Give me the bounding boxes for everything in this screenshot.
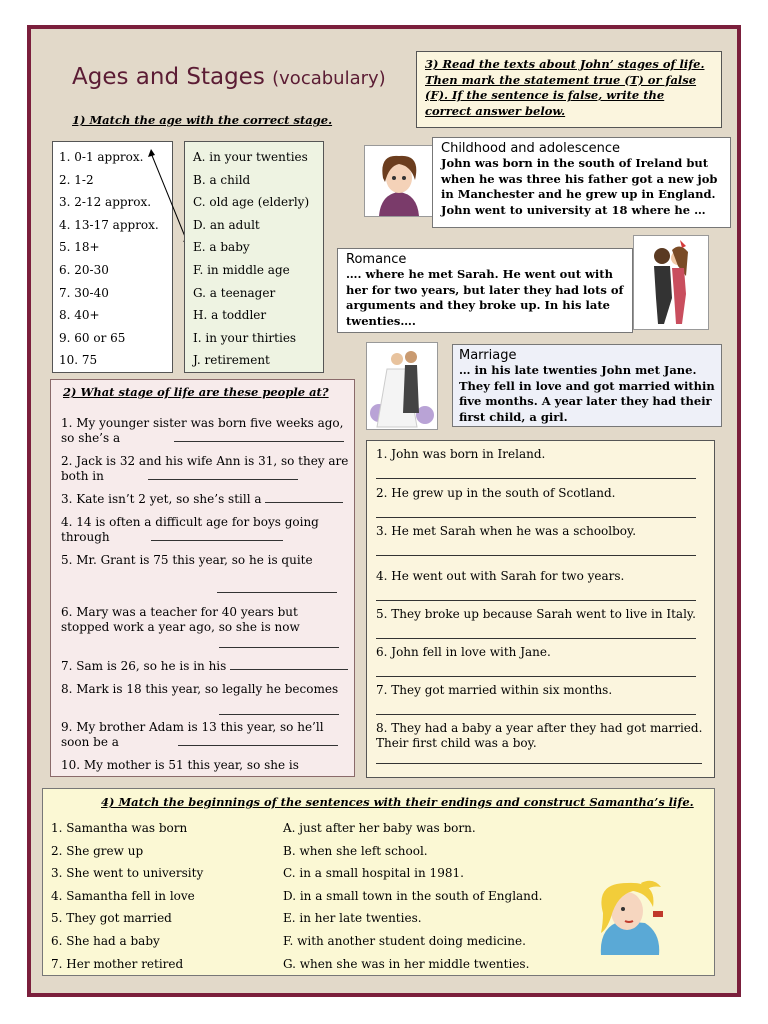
romance-title: Romance: [346, 252, 407, 267]
statement-4: 4. He went out with Sarah for two years.: [376, 569, 696, 605]
statement-2: 2. He grew up in the south of Scotland.: [376, 486, 696, 522]
title-main: Ages and Stages: [72, 64, 265, 90]
age-item: 1. 0-1 approx.: [59, 150, 144, 164]
stage-item: A. in your twenties: [193, 150, 308, 164]
age-item: 10. 75: [59, 353, 98, 368]
answer-line[interactable]: [376, 753, 702, 764]
stages-box: [184, 141, 324, 373]
stage-item: J. retirement: [193, 353, 270, 368]
stage-item: G. a teenager: [193, 285, 276, 300]
age-item: 2. 1-2: [59, 172, 94, 187]
stage-item: C. old age (elderly): [193, 195, 310, 210]
question-6: 6. Mary was a teacher for 40 years but stopped work a year ago, so she is now: [61, 605, 339, 652]
title-sub: (vocabulary): [272, 68, 386, 89]
question-5: 5. Mr. Grant is 75 this year, so he is quite: [61, 553, 337, 597]
stage-item: H. a toddler: [193, 308, 267, 323]
age-item: 5. 18+: [59, 240, 100, 255]
childhood-textbox: [432, 137, 731, 228]
couple-picture: [633, 235, 709, 330]
statement-8: 8. They had a baby a year after they had got married. Their first child was a boy.: [376, 721, 702, 768]
stage-item: I. in your thirties: [193, 330, 297, 345]
question-9: 9. My brother Adam is 13 this year, so he’ll soon be a: [61, 720, 338, 750]
beginning-item: 3. She went to university: [51, 866, 204, 881]
answer-line[interactable]: [219, 637, 339, 648]
beginning-item: 2. She grew up: [51, 843, 144, 858]
beginning-item: 1. Samantha was born: [51, 821, 188, 835]
marriage-textbox: [452, 344, 722, 427]
question-8: 8. Mark is 18 this year, so legally he becomes: [61, 682, 339, 719]
answer-line[interactable]: [376, 666, 696, 677]
answer-line[interactable]: [376, 628, 696, 639]
age-item: 9. 60 or 65: [59, 330, 126, 345]
question-2: 2. Jack is 32 and his wife Ann is 31, so they are both in: [61, 454, 349, 483]
stage-item: E. a baby: [193, 240, 250, 255]
section4-header: 4) Match the beginnings of the sentences with their endings and construct Samantha’s life.: [101, 795, 694, 809]
age-item: 6. 20-30: [59, 262, 109, 277]
answer-line[interactable]: [376, 590, 696, 601]
romance-textbox: [337, 248, 633, 333]
question-10: 10. My mother is 51 this year, so she is: [61, 758, 299, 772]
statement-1: 1. John was born in Ireland.: [376, 447, 696, 483]
ending-item: B. when she left school.: [283, 843, 428, 858]
age-item: 3. 2-12 approx.: [59, 195, 152, 210]
statements-box: [366, 440, 715, 778]
boy-picture: [364, 145, 434, 217]
statement-3: 3. He met Sarah when he was a schoolboy.: [376, 524, 696, 560]
ending-item: E. in her late twenties.: [283, 911, 422, 926]
age-item: 8. 40+: [59, 308, 100, 323]
question-1: 1. My younger sister was born five weeks ago, so she’s a: [61, 416, 344, 445]
woman-picture: [581, 877, 673, 959]
wedding-picture: [366, 342, 438, 430]
answer-line[interactable]: [219, 704, 339, 715]
endings-list: [283, 817, 542, 975]
beginning-item: 7. Her mother retired: [51, 956, 184, 971]
stages-list: [185, 142, 323, 372]
answer-line[interactable]: [265, 492, 343, 503]
answer-line[interactable]: [148, 469, 298, 480]
stage-item: D. an adult: [193, 217, 260, 232]
ending-item: F. with another student doing medicine.: [283, 933, 526, 948]
answer-line[interactable]: [230, 659, 348, 670]
ending-item: A. just after her baby was born.: [283, 821, 476, 835]
ending-item: D. in a small town in the south of England.: [283, 888, 543, 903]
answer-line[interactable]: [217, 582, 337, 593]
statement-6: 6. John fell in love with Jane.: [376, 645, 696, 681]
answer-line[interactable]: [174, 431, 344, 442]
section3-instructions: 3) Read the texts about John’ stages of life. Then mark the statement true (T) or false (F). If the sentence is false, write the correct answer below.: [425, 57, 705, 118]
answer-line[interactable]: [178, 735, 338, 746]
statement-5: 5. They broke up because Sarah went to live in Italy.: [376, 607, 696, 643]
page-title: [72, 64, 386, 90]
childhood-text: John was born in the south of Ireland but when he was three his father got a new job in Manchester and he grew up in England. John went to university at 18 where he …: [441, 156, 718, 217]
answer-line[interactable]: [151, 530, 283, 541]
questions-box: [50, 379, 355, 777]
question-4: 4. 14 is often a difficult age for boys going through: [61, 515, 319, 544]
section2-header: 2) What stage of life are these people at?: [63, 385, 329, 399]
answer-line[interactable]: [376, 507, 696, 518]
answer-line[interactable]: [376, 704, 696, 715]
marriage-text: … in his late twenties John met Jane. They fell in love and got married within five months. A year later they had their first child, a girl.: [459, 363, 715, 424]
beginnings-list: [51, 817, 203, 975]
romance-text: …. where he met Sarah. He went out with her for two years, but later they had lots of arguments and they broke up. In his late twenties….: [346, 267, 624, 328]
section3-instructions-box: [416, 51, 722, 128]
stage-item: F. in middle age: [193, 262, 290, 277]
ending-item: C. in a small hospital in 1981.: [283, 866, 464, 881]
section4-box: [42, 788, 715, 976]
age-item: 7. 30-40: [59, 285, 109, 300]
beginning-item: 4. Samantha fell in love: [51, 888, 195, 903]
question-7: 7. Sam is 26, so he is in his: [61, 659, 348, 674]
childhood-title: Childhood and adolescence: [441, 141, 620, 156]
statement-7: 7. They got married within six months.: [376, 683, 696, 719]
marriage-title: Marriage: [459, 348, 517, 363]
section1-header: 1) Match the age with the correct stage.: [72, 113, 333, 127]
beginning-item: 5. They got married: [51, 911, 172, 926]
question-3: 3. Kate isn’t 2 yet, so she’s still a: [61, 492, 343, 507]
beginning-item: 6. She had a baby: [51, 933, 160, 948]
ending-item: G. when she was in her middle twenties.: [283, 956, 530, 971]
stage-item: B. a child: [193, 172, 251, 187]
answer-line[interactable]: [376, 545, 696, 556]
age-item: 4. 13-17 approx.: [59, 217, 159, 232]
answer-line[interactable]: [376, 468, 696, 479]
